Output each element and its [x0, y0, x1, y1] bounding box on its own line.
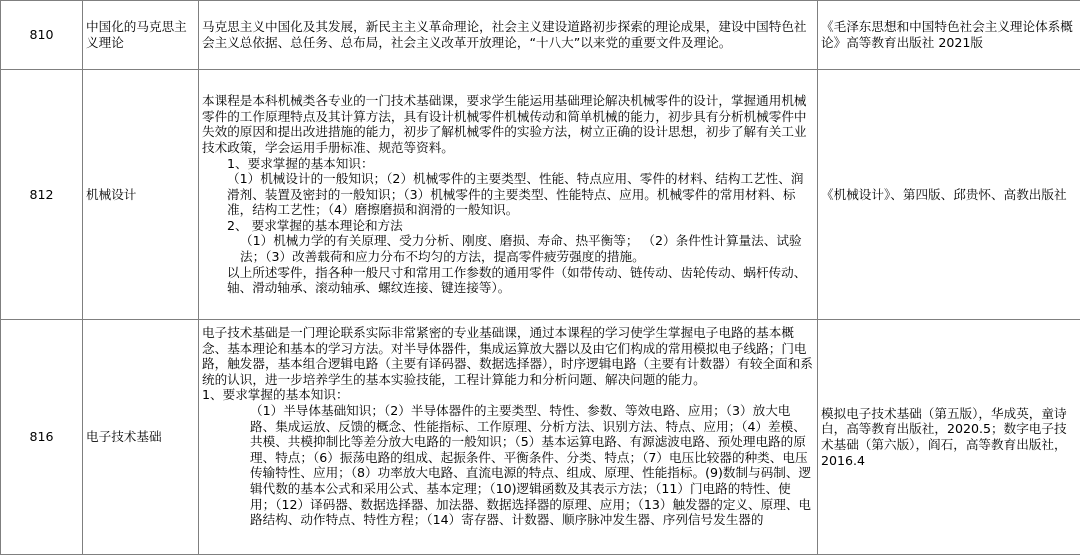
description-paragraph: （1）机械力学的有关原理、受力分析、刚度、磨损、寿命、热平衡等； （2）条件性计算量法、试验法；（3）改善载荷和应力分布不均匀的方法，提高零件疲劳强度的措施。	[202, 233, 814, 264]
course-code: 812	[1, 70, 83, 320]
course-code: 810	[1, 1, 83, 70]
description-paragraph: （1）半导体基础知识；（2）半导体器件的主要类型、特性、参数、等效电路、应用；（3）放大电路、集成运放、反馈的概念、性能指标、工作原理、分析方法、识别方法、特点、应用；（4）差模、共模、共模抑制比等差分放大电路的一般知识；（5）基本运算电路、有源滤波电路、预处理电路的原理、特点；（6）振荡电路的组成、起振条件、平衡条件、分类、特点；（7）电压比较器的种类、电压传输特性、应用；（8）功率放大电路、直流电源的特点、组成、原理、性能指标。(9)数制与码制、逻辑代数的基本公式和采用公式、基本定理；（10)逻辑函数及其表示方法；（11）门电路的特性、使用；（12）译码器、数据选择器、加法器、数据选择器的原理、应用；（13）触发器的定义、原理、电路结构、动作特点、特性方程；（14）寄存器、计数器、顺序脉冲发生器、序列信号发生器的	[202, 403, 814, 528]
description-paragraph: 1、要求掌握的基本知识：	[202, 387, 814, 403]
course-code: 816	[1, 320, 83, 555]
description-paragraph: 电子技术基础是一门理论联系实际非常紧密的专业基础课，通过本课程的学习使学生掌握电子电路的基本概念、基本理论和基本的学习方法。对半导体器件，集成运算放大器以及由它们构成的常用模拟电子线路；门电路，触发器，基本组合逻辑电路（主要有译码器、数据选择器），时序逻辑电路（主要有计数器）有较全面和系统的认识，进一步培养学生的基本实验技能，工程计算能力和分析问题、解决问题的能力。	[202, 325, 814, 387]
reference-book: 《毛泽东思想和中国特色社会主义理论体系概论》高等教育出版社 2021版	[818, 1, 1080, 70]
reference-book: 《机械设计》、第四版、邱贵怀、高教出版社	[818, 70, 1080, 320]
description-paragraph: 以上所述零件，指各种一般尺寸和常用工作参数的通用零件（如带传动、链传动、齿轮传动、蜗杆传动、轴、滑动轴承、滚动轴承、螺纹连接、键连接等）。	[202, 265, 814, 296]
course-description	[199, 320, 818, 555]
table-row	[1, 320, 1080, 555]
table-row	[1, 1, 1080, 70]
reference-book: 模拟电子技术基础（第五版），华成英，童诗白，高等教育出版社，2020.5；数字电子技术基础（第六版），阎石，高等教育出版社，2016.4	[818, 320, 1080, 555]
description-paragraph: 本课程是本科机械类各专业的一门技术基础课，要求学生能运用基础理论解决机械零件的设计，掌握通用机械零件的工作原理特点及其计算方法，具有设计机械零件机械传动和简单机械的能力，初步具有分析机械零件中失效的原因和提出改进措施的能力，初步了解机械零件的实验方法，树立正确的设计思想，初步了解有关工业技术政策，学会运用手册标准、规范等资料。	[202, 93, 814, 155]
table-row	[1, 70, 1080, 320]
description-paragraph: （1）机械设计的一般知识；（2）机械零件的主要类型、性能、特点应用、零件的材料、结构工艺性、润滑剂、装置及密封的一般知识；（3）机械零件的主要类型、性能特点、应用。机械零件的常用材料、标准，结构工艺性；（4）磨擦磨损和润滑的一般知识。	[202, 171, 814, 218]
course-description	[199, 1, 818, 70]
course-name: 机械设计	[83, 70, 199, 320]
course-name: 中国化的马克思主义理论	[83, 1, 199, 70]
description-paragraph: 2、 要求掌握的基本理论和方法	[202, 218, 814, 234]
description-paragraph: 1、要求掌握的基本知识：	[202, 156, 814, 172]
course-name: 电子技术基础	[83, 320, 199, 555]
description-paragraph: 马克思主义中国化及其发展，新民主主义革命理论，社会主义建设道路初步探索的理论成果，建设中国特色社会主义总依据、总任务、总布局，社会主义改革开放理论，“十八大”以来党的重要文件及理论。	[202, 19, 814, 50]
course-description	[199, 70, 818, 320]
